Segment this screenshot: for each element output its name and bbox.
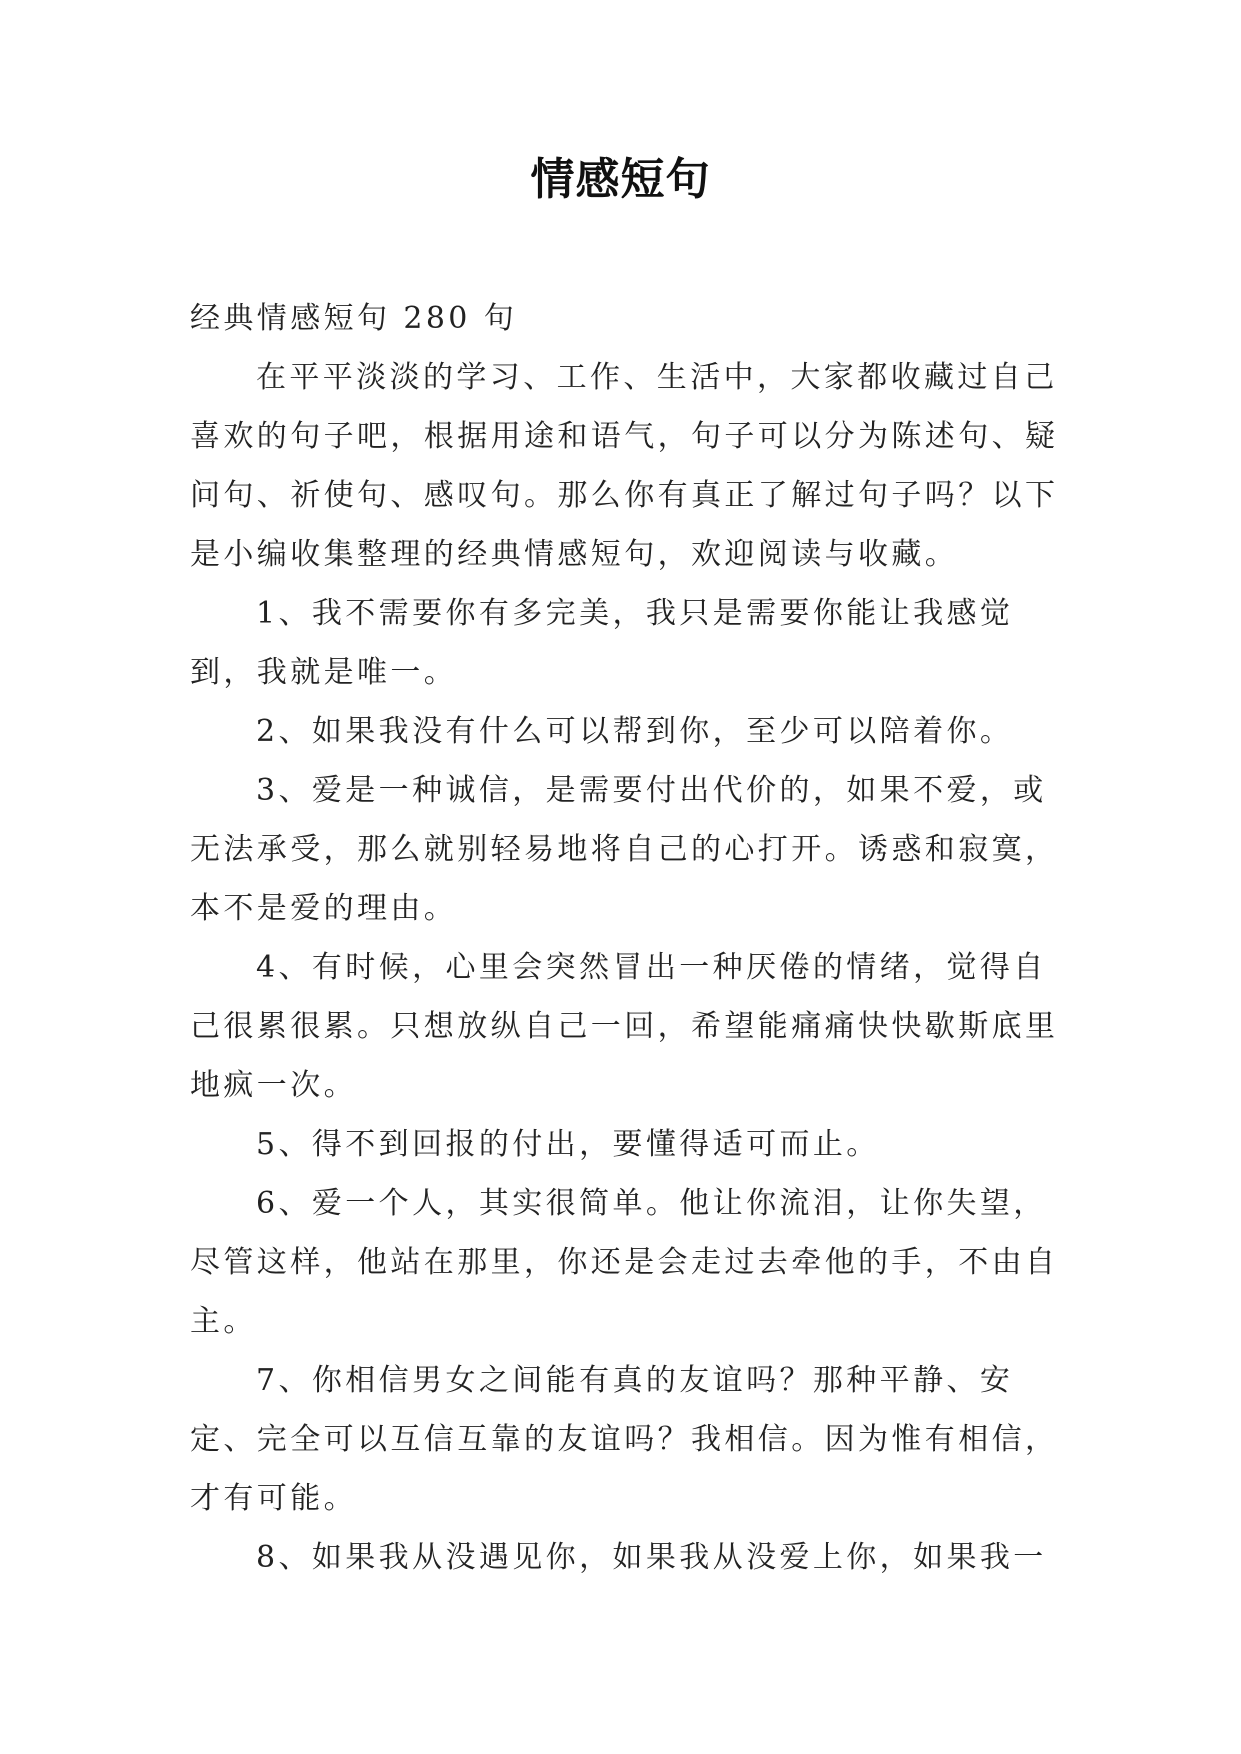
intro-paragraph: 在平平淡淡的学习、工作、生活中，大家都收藏过自己喜欢的句子吧，根据用途和语气，句子可以分为陈述句、疑问句、祈使句、感叹句。那么你有真正了解过句子吗？以下是小编收集整理的经典情感短句，欢迎阅读与收藏。	[190, 360, 1059, 572]
list-item: 1、我不需要你有多完美，我只是需要你能让我感觉到，我就是唯一。	[190, 596, 1014, 690]
list-item: 4、有时候，心里会突然冒出一种厌倦的情绪，觉得自己很累很累。只想放纵自己一回，希望能痛痛快快歇斯底里地疯一次。	[190, 950, 1059, 1103]
list-item: 5、得不到回报的付出，要懂得适可而止。	[256, 1127, 880, 1162]
list-item: 3、爱是一种诚信，是需要付出代价的，如果不爱，或无法承受，那么就别轻易地将自己的心打开。诱惑和寂寞，本不是爱的理由。	[190, 773, 1059, 926]
list-item: 7、你相信男女之间能有真的友谊吗？那种平静、安定、完全可以互信互靠的友谊吗？我相信。因为惟有相信，才有可能。	[190, 1363, 1059, 1516]
document-subtitle: 经典情感短句 280 句	[190, 301, 518, 336]
list-item: 8、如果我从没遇见你，如果我从没爱上你，如果我一	[256, 1540, 1047, 1575]
document-body	[190, 289, 1070, 1587]
list-item: 6、爱一个人，其实很简单。他让你流泪，让你失望，尽管这样，他站在那里，你还是会走过去牵他的手，不由自主。	[190, 1186, 1059, 1339]
list-item: 2、如果我没有什么可以帮到你，至少可以陪着你。	[256, 714, 1014, 749]
document-title: 情感短句	[530, 154, 711, 205]
